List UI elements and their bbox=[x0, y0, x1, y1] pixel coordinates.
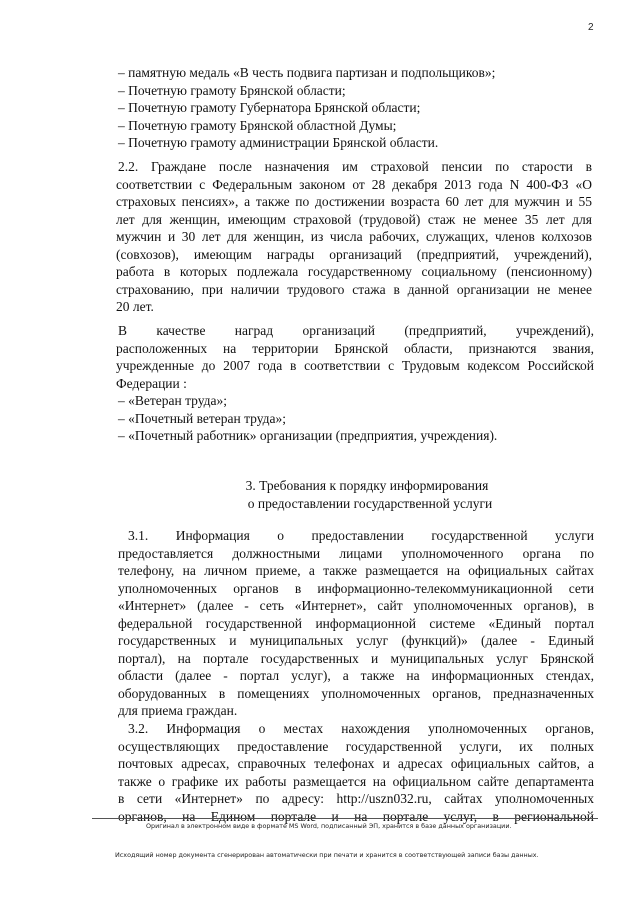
text-line: телефону, на личном приеме, а также размещается на официальных сайтах bbox=[118, 563, 594, 578]
footer-note-outgoing-number: Исходящий номер документа сгенерирован автоматически при печати и хранится в соответствующей записи базы данных. bbox=[115, 851, 539, 859]
text-line: области (далее - портал услуг), а также на информационных стендах, bbox=[118, 668, 594, 683]
text-line: 3.2. Информация о местах нахождения уполномоченных органов, bbox=[128, 721, 594, 736]
text-line: соответствии с Федеральным законом от 28 декабря 2013 года N 400-ФЗ «О bbox=[116, 176, 592, 192]
paragraph-2-2 bbox=[116, 158, 592, 316]
list-item: – «Почетный ветеран труда»; bbox=[118, 410, 287, 426]
text-line: В качестве наград организаций (предприятий, учреждений), bbox=[118, 323, 594, 338]
text-line: уполномоченных органов в информационно-телекоммуникационной сети bbox=[118, 580, 594, 596]
text-line: 3.1. Информация о предоставлении государственной услуги bbox=[128, 528, 594, 543]
text-line: федеральной государственной информационной системе «Единый портал bbox=[118, 615, 594, 631]
text-line: учрежденные до 2007 года в соответствии с Трудовым кодексом Российской bbox=[116, 358, 594, 373]
list-item: – Почетную грамоту Брянской областной Думы; bbox=[118, 117, 397, 133]
text-line: предоставляется должностными лицами уполномоченного органа по bbox=[118, 545, 594, 561]
text-line: 20 лет. bbox=[116, 299, 154, 314]
text-line: государственных и муниципальных услуг (функций)» (далее - Единый bbox=[118, 633, 594, 648]
section-heading-line: о предоставлении государственной услуги bbox=[247, 495, 493, 511]
text-line: для приема граждан. bbox=[118, 703, 238, 718]
text-line: Федерации : bbox=[116, 375, 187, 391]
list-item: – Почетную грамоту Брянской области; bbox=[118, 82, 346, 98]
page-number: 2 bbox=[588, 22, 594, 33]
list-item: – памятную медаль «В честь подвига партизан и подпольщиков»; bbox=[118, 65, 496, 80]
text-line: почтовых адресах, справочных телефонах и адресах официальных сайтов, а bbox=[118, 756, 594, 771]
text-line: мужчин и 30 лет для женщин, из числа рабочих, служащих, членов колхозов bbox=[116, 229, 592, 244]
paragraph-3-1 bbox=[118, 527, 594, 720]
paragraph-3-2 bbox=[118, 720, 594, 825]
awards-list bbox=[118, 64, 594, 152]
text-line: «Интернет» (далее - сеть «Интернет», сайт уполномоченных органов), в bbox=[118, 598, 594, 613]
text-line: портал), на портале государственных и муниципальных услуг Брянской bbox=[118, 650, 594, 666]
text-line: органов, на Едином портале и на портале услуг, в региональной bbox=[118, 808, 594, 824]
list-item: – Почетную грамоту администрации Брянской области. bbox=[118, 135, 439, 150]
paragraph-titles bbox=[118, 322, 594, 445]
text-line: в сети «Интернет» по адресу: http://uszn032.ru, сайтах уполномоченных bbox=[118, 791, 594, 806]
list-item: – Почетную грамоту Губернатора Брянской области; bbox=[118, 100, 421, 115]
text-line: страхованию, при наличии трудового стажа в данной организации не менее bbox=[116, 281, 592, 297]
text-line: оборудованных в помещениях уполномоченных органов, предназначенных bbox=[118, 685, 594, 701]
text-line: расположенных на территории Брянской области, признаются звания, bbox=[116, 340, 594, 356]
text-line: осуществляющих предоставление государственной услуги, их полных bbox=[118, 738, 594, 754]
text-line: (совхозов), имеющим награды организаций (предприятий, учреждений), bbox=[116, 246, 592, 262]
section-heading-line: 3. Требования к порядку информирования bbox=[245, 478, 489, 493]
text-line: также о графике их работы размещается на официальном сайте департамента bbox=[118, 773, 594, 789]
list-item: – «Ветеран труда»; bbox=[118, 393, 228, 408]
footer-note-original: Оригинал в электронном виде в формате MS Word, подписанный ЭП, хранится в базе данных организации. bbox=[146, 822, 512, 830]
list-item: – «Почетный работник» организации (предприятия, учреждения). bbox=[118, 428, 498, 443]
text-line: работа в которых подлежала государственному социальному (пенсионному) bbox=[116, 264, 592, 279]
text-line: 2.2. Граждане после назначения им страховой пенсии по старости в bbox=[118, 159, 592, 174]
text-line: лет для женщин, имеющим страховой (трудовой) стаж не менее 35 лет для bbox=[116, 211, 592, 227]
footer-divider bbox=[92, 818, 598, 819]
text-line: страховых пенсиях», а также по достижении возраста 60 лет для мужчин и 55 bbox=[116, 194, 592, 209]
section-heading bbox=[118, 477, 594, 512]
